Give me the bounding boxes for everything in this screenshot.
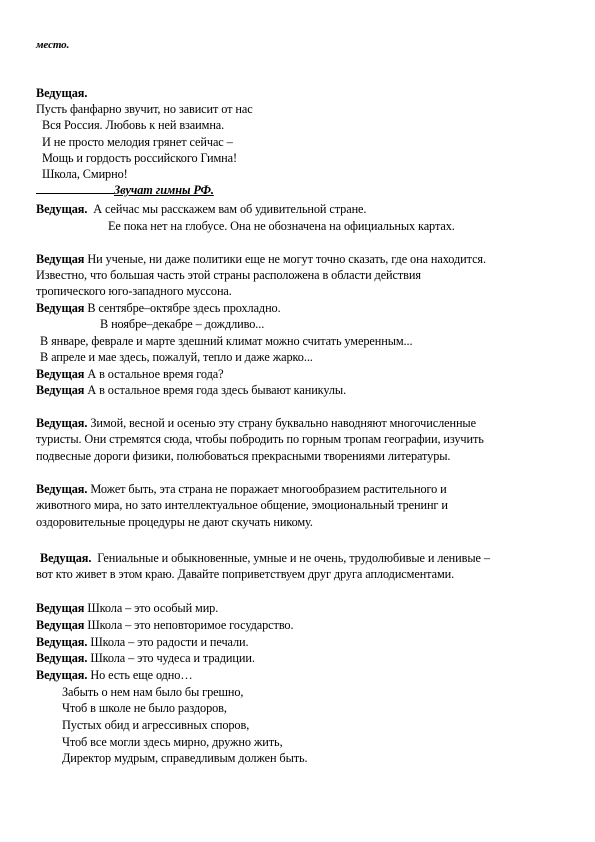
speaker-label: Ведущая xyxy=(36,252,85,266)
paragraph-line: В апреле и мае здесь, пожалуй, тепло и даже жарко... xyxy=(40,350,313,364)
paragraph-line: Известно, что большая часть этой страны расположена в области действия xyxy=(36,268,421,282)
underline-blank xyxy=(36,182,114,194)
paragraph-line: подвесные дороги физики, полюбоваться прекрасными творениями литературы. xyxy=(36,449,451,463)
speaker-label: Ведущая. xyxy=(36,202,88,216)
verse-line: Забыть о нем нам было бы грешно, xyxy=(62,685,244,699)
verse-line: Чтоб все могли здесь мирно, дружно жить, xyxy=(62,735,283,749)
paragraph-line: Ее пока нет на глобусе. Она не обозначена на официальных картах. xyxy=(108,219,455,233)
paragraph-line: Ведущая А в остальное время года? xyxy=(36,367,224,381)
paragraph-line: Ведущая. А сейчас мы расскажем вам об удивительной стране. xyxy=(36,202,367,216)
paragraph-line: туристы. Они стремятся сюда, чтобы побродить по горным тропам географии, изучить xyxy=(36,432,484,446)
paragraph-line: Ведущая. Но есть еще одно… xyxy=(36,668,193,682)
paragraph-line: В ноябре–декабре – дождливо... xyxy=(100,317,265,331)
paragraph-line: Ведущая. Гениальные и обыкновенные, умные и не очень, трудолюбивые и ленивые – xyxy=(40,551,490,565)
speaker-label: Ведущая. xyxy=(36,416,88,430)
top-fragment: место. xyxy=(36,39,70,51)
anthem-cue-line xyxy=(36,182,214,198)
paragraph-line: В январе, феврале и марте здешний климат можно считать умеренным... xyxy=(40,334,413,348)
verse-line: Чтоб в школе не было раздоров, xyxy=(62,701,227,715)
speaker-label: Ведущая. xyxy=(36,482,88,496)
verse-line: Пусть фанфарно звучит, но зависит от нас xyxy=(36,102,253,116)
paragraph-line: тропического юго-западного муссона. xyxy=(36,284,232,298)
speaker-label: Ведущая. xyxy=(36,651,88,665)
verse-line: Директор мудрым, справедливым должен быть. xyxy=(62,751,308,765)
paragraph-line: вот кто живет в этом краю. Давайте поприветствуем друг друга аплодисментами. xyxy=(36,567,455,581)
speaker-label: Ведущая. xyxy=(36,635,88,649)
paragraph-line: Ведущая. Может быть, эта страна не поражает многообразием растительного и xyxy=(36,482,447,496)
verse-line: Пустых обид и агрессивных споров, xyxy=(62,718,250,732)
speaker-label: Ведущая xyxy=(36,618,85,632)
speaker-label: Ведущая xyxy=(36,301,85,315)
paragraph-line: Ведущая Школа – это неповторимое государство. xyxy=(36,618,294,632)
anthem-cue: Звучат гимны РФ. xyxy=(114,183,214,197)
speaker-label: Ведущая xyxy=(36,601,85,615)
paragraph-line: оздоровительные процедуры не дают скучать никому. xyxy=(36,515,313,529)
paragraph-line: Ведущая Ни ученые, ни даже политики еще не могут точно сказать, где она находится. xyxy=(36,252,486,266)
paragraph-line: Ведущая. Школа – это чудеса и традиции. xyxy=(36,651,255,665)
speaker-label: Ведущая xyxy=(36,367,85,381)
paragraph-line: Ведущая А в остальное время года здесь бывают каникулы. xyxy=(36,383,347,397)
paragraph-line: Ведущая. Зимой, весной и осенью эту страну буквально наводняют многочисленные xyxy=(36,416,476,430)
verse-line: И не просто мелодия грянет сейчас – xyxy=(42,135,233,149)
verse-line: Мощь и гордость российского Гимна! xyxy=(42,151,238,165)
speaker-label: Ведущая. xyxy=(40,551,92,565)
paragraph-line: Ведущая. Школа – это радости и печали. xyxy=(36,635,249,649)
paragraph-line: животного мира, но зато интеллектуальное общение, эмоциональный тренинг и xyxy=(36,498,448,512)
speaker-label: Ведущая. xyxy=(36,86,88,100)
paragraph-line: Ведущая В сентябре–октябре здесь прохладно. xyxy=(36,301,281,315)
speaker-label: Ведущая. xyxy=(36,668,88,682)
speaker-label: Ведущая xyxy=(36,383,85,397)
verse-line: Вся Россия. Любовь к ней взаимна. xyxy=(42,118,225,132)
verse-line: Школа, Смирно! xyxy=(42,167,128,181)
paragraph-line: Ведущая Школа – это особый мир. xyxy=(36,601,219,615)
